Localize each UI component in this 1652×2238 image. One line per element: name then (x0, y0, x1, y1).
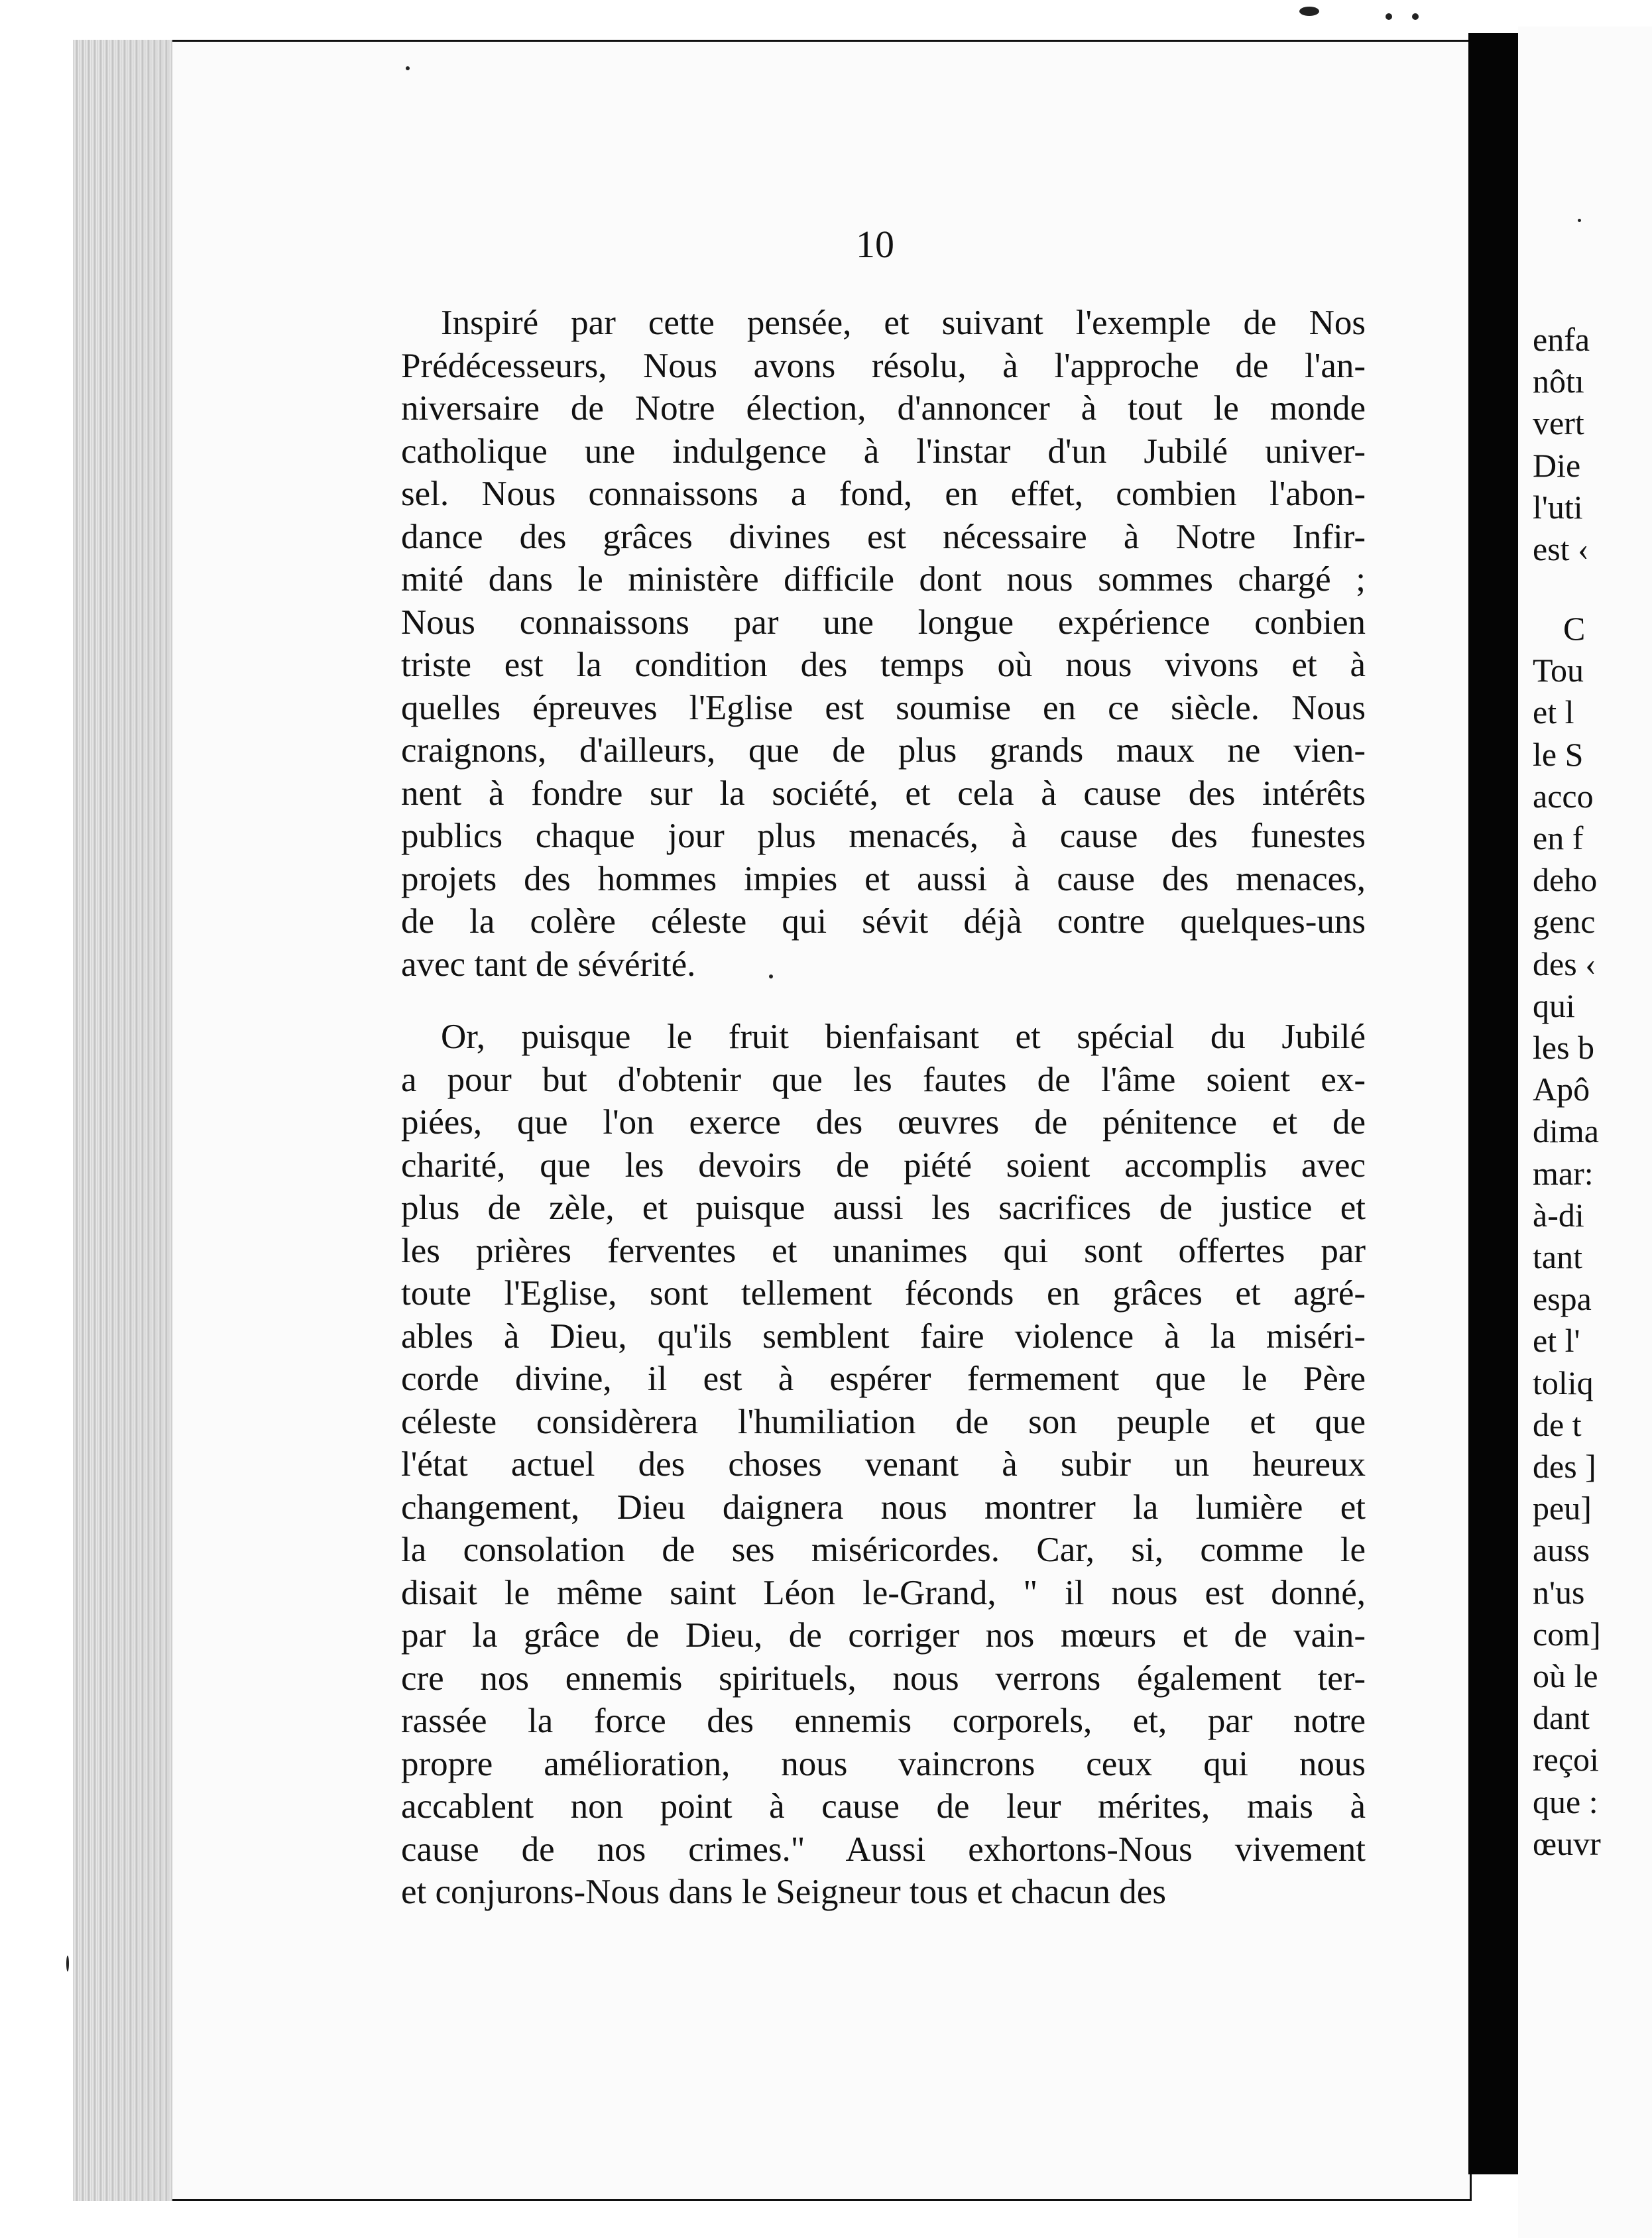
text-line: propre amélioration, nous vaincrons ceux qui nous (401, 1744, 1366, 1783)
scan-speck (1386, 13, 1392, 20)
right-page-line: où le (1533, 1657, 1598, 1695)
right-page-partial (1518, 27, 1652, 2238)
right-page-line: en f (1533, 819, 1584, 857)
text-line: cre nos ennemis spirituels, nous verrons également ter- (401, 1659, 1366, 1698)
scan-speck (406, 66, 410, 70)
text-line: publics chaque jour plus menacés, à cause des funestes (401, 817, 1366, 855)
right-page-line: est ‹ (1533, 530, 1589, 567)
text-line: mité dans le ministère difficile dont nous sommes chargé ; (401, 560, 1366, 599)
right-page-line: acco (1533, 777, 1594, 815)
right-page-line: Die (1533, 446, 1581, 484)
right-page-line: Apô (1533, 1071, 1590, 1108)
text-line: dance des grâces divines est nécessaire à Notre Infir- (401, 517, 1366, 556)
right-page-line: nôtı (1533, 363, 1584, 400)
text-line: les prières ferventes et unanimes qui sont offertes par (401, 1231, 1366, 1270)
paragraph-gap (401, 986, 1366, 1016)
right-page-line: auss (1533, 1531, 1590, 1569)
right-page-line: enfa (1533, 321, 1590, 358)
body-text (401, 302, 1366, 1914)
page-number: 10 (856, 223, 894, 266)
right-page-line: n'us (1533, 1573, 1585, 1611)
right-page-line: des ] (1533, 1448, 1596, 1486)
text-line: nent à fondre sur la société, et cela à cause des intérêts (401, 774, 1366, 813)
text-line: a pour but d'obtenir que les fautes de l'âme soient ex- (401, 1060, 1366, 1099)
text-line: triste est la condition des temps où nous vivons et à (401, 646, 1366, 684)
text-line: Inspiré par cette pensée, et suivant l'exemple de Nos (441, 304, 1366, 342)
text-line: toute l'Eglise, sont tellement féconds en grâces et agré- (401, 1274, 1366, 1313)
right-page-line: tant (1533, 1238, 1582, 1276)
text-line: plus de zèle, et puisque aussi les sacrifices de justice et (401, 1189, 1366, 1227)
text-line: Nous connaissons par une longue expérience conbien (401, 603, 1366, 642)
text-line: sel. Nous connaissons a fond, en effet, combien l'abon- (401, 475, 1366, 513)
text-line: par la grâce de Dieu, de corriger nos mœurs et de vain- (401, 1616, 1366, 1655)
scan-speck (1412, 13, 1419, 20)
right-page-line: qui (1533, 986, 1575, 1024)
book-spine-shadow (1468, 33, 1518, 2174)
text-line: Prédécesseurs, Nous avons résolu, à l'approche de l'an- (401, 346, 1366, 385)
text-line: cause de nos crimes." Aussi exhortons-Nous vivement (401, 1830, 1366, 1869)
text-line: de la colère céleste qui sévit déjà contre quelques-uns (401, 902, 1366, 941)
right-page-line: à-di (1533, 1196, 1584, 1234)
text-line: catholique une indulgence à l'instar d'un Jubilé univer- (401, 432, 1366, 471)
right-page-line: toliq (1533, 1364, 1594, 1401)
right-page-line: C (1563, 610, 1586, 648)
text-line: piées, que l'on exerce des œuvres de pénitence et de (401, 1103, 1366, 1142)
text-line: rassée la force des ennemis corporels, et, par notre (401, 1702, 1366, 1740)
scan-speck (1299, 7, 1319, 16)
text-line: la consolation de ses miséricordes. Car, si, comme le (401, 1531, 1366, 1569)
text-line: ables à Dieu, qu'ils semblent faire violence à la miséri- (401, 1317, 1366, 1356)
right-page-line: com] (1533, 1615, 1601, 1653)
right-page-line: le S (1533, 735, 1584, 773)
right-page-line: les b (1533, 1029, 1595, 1067)
right-page-line: et l' (1533, 1322, 1580, 1360)
text-line: corde divine, il est à espérer fermement que le Père (401, 1360, 1366, 1398)
text-line: quelles épreuves l'Eglise est soumise en ce siècle. Nous (401, 688, 1366, 727)
text-line: disait le même saint Léon le-Grand, " il nous est donné, (401, 1573, 1366, 1612)
text-line: niversaire de Notre élection, d'annoncer à tout le monde (401, 389, 1366, 428)
text-line: avec tant de sévérité. (401, 945, 696, 984)
text-line: céleste considèrera l'humiliation de son peuple et que (401, 1402, 1366, 1441)
text-line: Or, puisque le fruit bienfaisant et spécial du Jubilé (441, 1018, 1366, 1056)
text-line: charité, que les devoirs de piété soient accomplis avec (401, 1146, 1366, 1185)
text-line: l'état actuel des choses venant à subir un heureux (401, 1445, 1366, 1484)
text-line: accablent non point à cause de leur mérites, mais à (401, 1787, 1366, 1826)
right-page-line: peu] (1533, 1490, 1592, 1527)
text-line: et conjurons-Nous dans le Seigneur tous et chacun des (401, 1873, 1166, 1911)
scan-speck (1578, 219, 1581, 222)
scan-speck (769, 974, 773, 978)
text-line: projets des hommes impies et aussi à cause des menaces, (401, 859, 1366, 898)
right-page-line: de t (1533, 1405, 1582, 1443)
right-page-line: genc (1533, 903, 1596, 941)
right-page-line: œuvr (1533, 1824, 1601, 1862)
right-page-line: Tou (1533, 652, 1584, 689)
page-edges-texture (73, 40, 172, 2201)
text-line: changement, Dieu daignera nous montrer la lumière et (401, 1488, 1366, 1527)
right-page-line: et l (1533, 693, 1574, 731)
right-page-line: espa (1533, 1280, 1592, 1318)
right-page-line: mar: (1533, 1154, 1594, 1192)
right-page-line: des ‹ (1533, 945, 1596, 982)
right-page-line: deho (1533, 861, 1598, 899)
right-page-line: l'uti (1533, 488, 1583, 526)
right-page-line: vert (1533, 404, 1584, 442)
scan-speck (66, 1956, 69, 1972)
text-line: craignons, d'ailleurs, que de plus grands maux ne vien- (401, 731, 1366, 770)
right-page-line: reçoi (1533, 1741, 1599, 1779)
right-page-line: dima (1533, 1112, 1599, 1150)
right-page-line: que : (1533, 1783, 1598, 1820)
right-page-line: dant (1533, 1699, 1590, 1737)
